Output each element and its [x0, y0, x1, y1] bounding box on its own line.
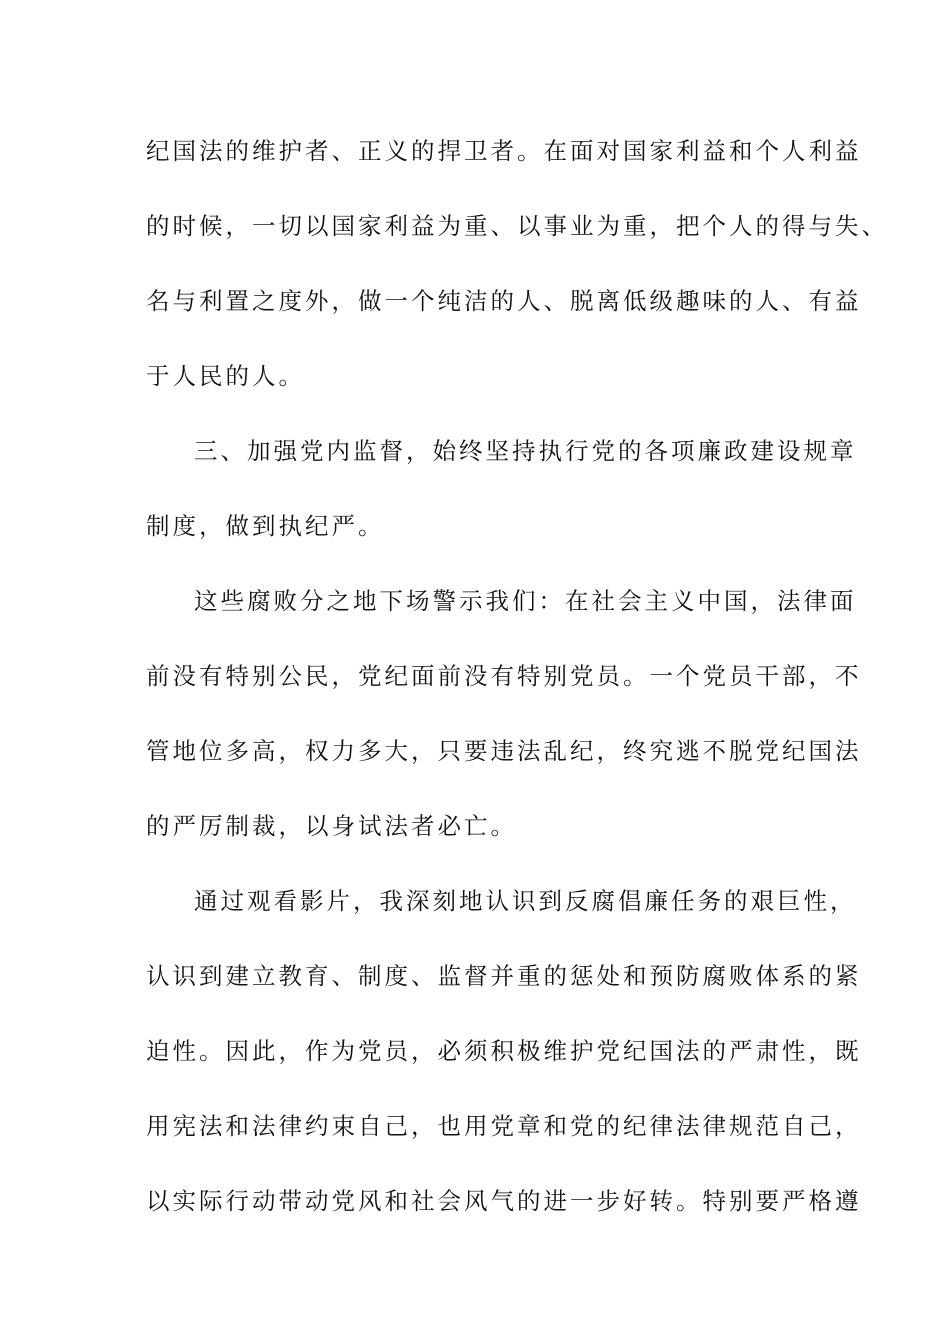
text-line: 迫性。因此，作为党员，必须积极维护党纪国法的严肃性，既 [146, 1037, 862, 1065]
text-line: 这些腐败分之地下场警示我们：在社会主义中国，法律面 [194, 587, 857, 615]
text-line: 前没有特别公民，党纪面前没有特别党员。一个党员干部，不 [146, 662, 862, 690]
text-line: 用宪法和法律约束自己，也用党章和党的纪律法律规范自己， [146, 1112, 862, 1140]
section-heading-line: 制度，做到执纪严。 [146, 512, 385, 540]
text-line: 认识到建立教育、制度、监督并重的惩处和预防腐败体系的紧 [146, 962, 862, 990]
text-line: 的时候，一切以国家利益为重、以事业为重，把个人的得与失、 [146, 212, 888, 240]
text-line: 名与利置之度外，做一个纯洁的人、脱离低级趣味的人、有益 [146, 287, 862, 315]
text-line: 于人民的人。 [146, 362, 305, 390]
text-line: 纪国法的维护者、正义的捍卫者。在面对国家利益和个人利益 [146, 137, 862, 165]
text-line: 以实际行动带动党风和社会风气的进一步好转。特别要严格遵 [146, 1187, 862, 1215]
section-heading-line: 三、加强党内监督，始终坚持执行党的各项廉政建设规章 [194, 437, 857, 465]
text-line: 的严厉制裁，以身试法者必亡。 [146, 812, 517, 840]
text-line: 管地位多高，权力多大，只要违法乱纪，终究逃不脱党纪国法 [146, 737, 862, 765]
text-line: 通过观看影片，我深刻地认识到反腐倡廉任务的艰巨性， [194, 887, 857, 915]
